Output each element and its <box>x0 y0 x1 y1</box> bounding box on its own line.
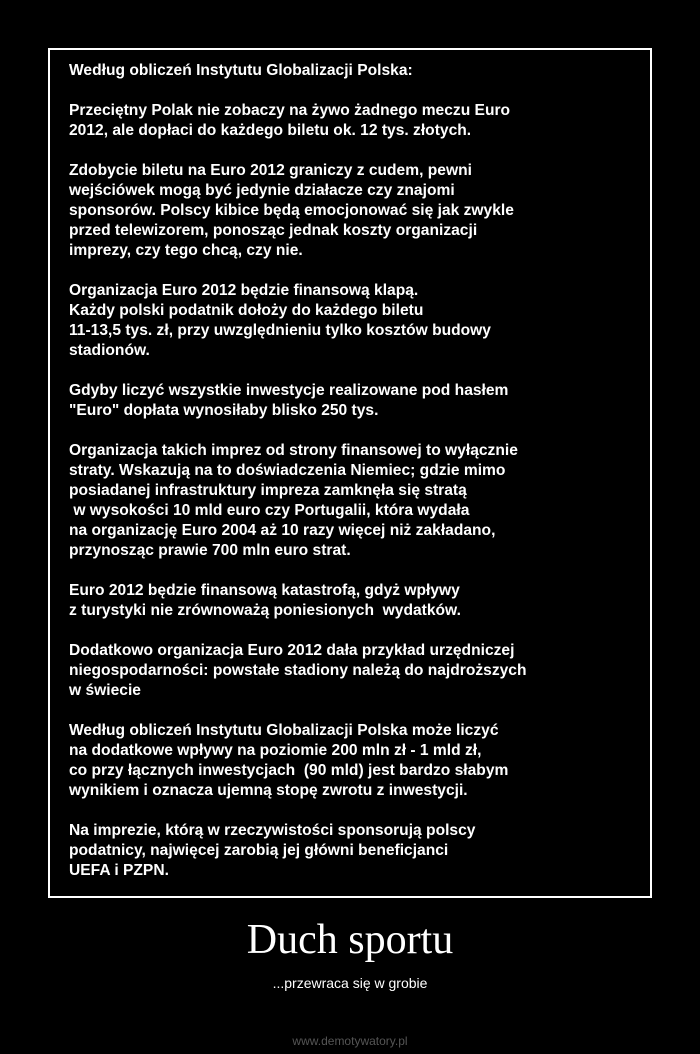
paragraph: Zdobycie biletu na Euro 2012 graniczy z cudem, pewni wejściówek mogą być jedynie działacze czy znajomi sponsorów. Polscy kibice będą emocjonować się jak zwykle przed telewizorem, ponosząc jednak koszty organizacji imprezy, czy tego chcą, czy nie. <box>69 162 514 259</box>
paragraph: Gdyby liczyć wszystkie inwestycje realizowane pod hasłem "Euro" dopłata wynosiłaby blisko 250 tys. <box>69 382 509 419</box>
poster-title: Duch sportu <box>246 917 454 963</box>
paragraph: Organizacja Euro 2012 będzie finansową klapą. Każdy polski podatnik dołoży do każdego biletu 11-13,5 tys. zł, przy uwzględnieniu tylko kosztów budowy stadionów. <box>69 282 491 359</box>
poster-text <box>69 61 649 901</box>
site-watermark: www.demotywatory.pl <box>292 1034 408 1048</box>
paragraph: Według obliczeń Instytutu Globalizacji Polska: <box>69 62 413 79</box>
paragraph: Przeciętny Polak nie zobaczy na żywo żadnego meczu Euro 2012, ale dopłaci do każdego biletu ok. 12 tys. złotych. <box>69 102 511 139</box>
paragraph: Według obliczeń Instytutu Globalizacji Polska może liczyć na dodatkowe wpływy na poziomie 200 mln zł - 1 mld zł, co przy łącznych inwestycjach (90 mld) jest bardzo słabym wynikiem i oznacza ujemną stopę zwrotu z inwestycji. <box>69 722 509 799</box>
paragraph: Dodatkowo organizacja Euro 2012 dała przykład urzędniczej niegospodarności: powstałe stadiony należą do najdroższych w świecie <box>69 642 527 699</box>
paragraph: Organizacja takich imprez od strony finansowej to wyłącznie straty. Wskazują na to doświadczenia Niemiec; gdzie mimo posiadanej infrastruktury impreza zamknęła się stratą w wysokości 10 mld euro czy Portugalii, która wydała na organizację Euro 2004 aż 10 razy więcej niż zakładano, przynosząc prawie 700 mln euro strat. <box>69 442 518 559</box>
poster-subtitle: ...przewraca się w grobie <box>272 975 428 991</box>
paragraph: Euro 2012 będzie finansową katastrofą, gdyż wpływy z turystyki nie zrównoważą poniesionych wydatków. <box>69 582 461 619</box>
poster-image-frame <box>48 48 652 898</box>
poster-image <box>51 51 649 895</box>
paragraph: Na imprezie, którą w rzeczywistości sponsorują polscy podatnicy, najwięcej zarobią jej główni beneficjanci UEFA i PZPN. <box>69 822 476 879</box>
